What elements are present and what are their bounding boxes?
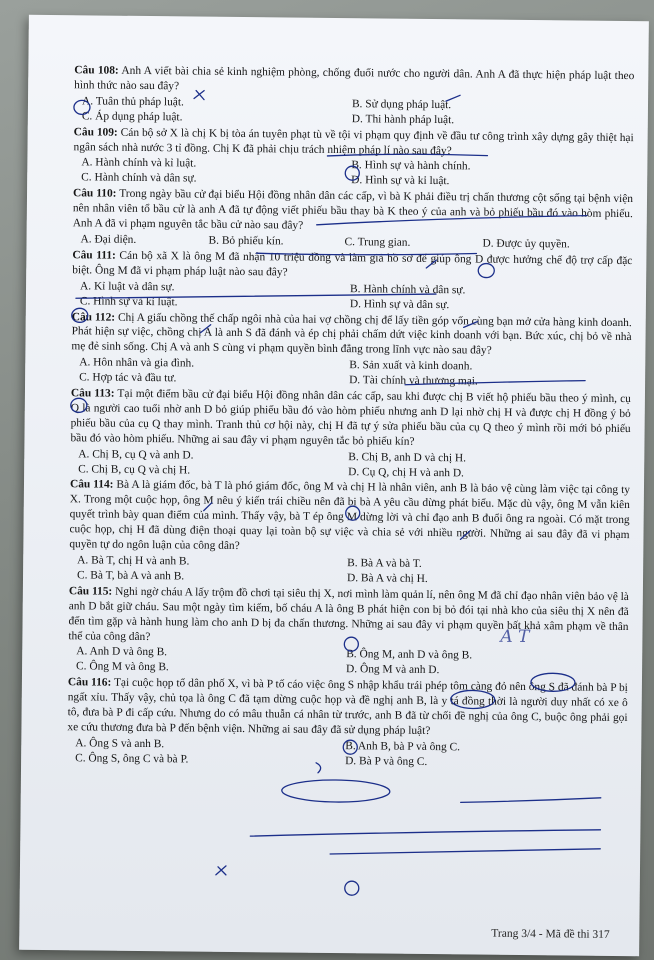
option-b: B. Bỏ phiếu kín. [208, 234, 284, 248]
option-a: A. Hành chính và kỉ luật. [81, 156, 197, 170]
option-d: D. Hình sự và kỉ luật. [351, 174, 450, 188]
option-a: A. Chị B, cụ Q và anh D. [78, 447, 194, 462]
question-stem: Nghi ngờ cháu A lấy trộm đồ chơi tại siêu thị X, nơi mình làm quản lí, nên ông M đã chỉ đạo nhân viên bảo vệ là anh D bắt giữ cháu. Sau một ngày tìm kiếm, bố cháu A là ông B phát hiện con bị bỏ đói tại nhà kho của siêu thị X nên đã đến tìm gặp và hành hung làm cho anh D bị đa chấn thương. Những ai sau đây vi phạm quyền bất khả xâm phạm về thân thể của công dân? [68, 585, 629, 643]
option-a: A. Anh D và ông B. [76, 645, 168, 659]
option-b: B. Ông M, anh D và ông B. [346, 648, 473, 662]
question-stem: Anh A viết bài chia sẻ kinh nghiệm phòng, chống đuối nước cho người dân. Anh A đã thực hiện pháp luật theo hình thức nào sau đây? [74, 64, 635, 93]
question-116 [67, 675, 628, 740]
strike-mark-icon [216, 866, 226, 875]
option-c: C. Áp dụng pháp luật. [81, 110, 183, 124]
question-stem: Chị A giấu chồng thế chấp ngôi nhà của hai vợ chồng chị để lấy tiền góp vốn cùng bạn mở cửa hàng kinh doanh. Phát hiện sự việc, chồng chị A là anh S đã đánh và ép chị phải chấm dứt việc kinh doanh với bạn. Bức xúc, chị bỏ về nhà mẹ đẻ sinh sống. Chị A và anh S cùng vi phạm quyền bình đẳng trong lĩnh vực nào sau đây? [71, 311, 632, 357]
option-a: A. Ông S và anh B. [75, 737, 165, 751]
options-108 [82, 94, 634, 130]
question-number: Câu 113: [70, 387, 115, 400]
question-stem: Trong ngày bầu cử đại biểu Hội đồng nhân dân các cấp, vì bà K phải điều trị chấn thương cột sống tại bệnh viện nên nhân viên tổ bầu cử là anh A đã tự động viết phiếu bầu thay bà K theo ý của anh và bỏ phiếu bầu đó vào hòm phiếu. Anh A đã vi phạm nguyên tắc bầu cử nào sau đây? [72, 187, 634, 232]
option-d: D. Ông M và anh D. [346, 663, 440, 677]
question-number: Câu 115: [68, 585, 113, 598]
underline-mark-icon [330, 846, 600, 857]
question-110 [73, 187, 633, 238]
option-b: B. Chị B, anh D và chị H. [348, 450, 467, 465]
option-a: A. Đại diện. [80, 233, 137, 246]
question-number: Câu 112: [71, 310, 116, 324]
question-114 [69, 478, 630, 558]
question-number: Câu 111: [72, 249, 116, 262]
option-b: B. Bà A và bà T. [347, 557, 422, 570]
options-115 [76, 645, 628, 681]
option-d: D. Tài chính và thương mại. [349, 374, 478, 388]
option-d: D. Bà P và ông C. [345, 754, 428, 768]
option-d: D. Thi hành pháp luật. [351, 112, 455, 126]
option-d: D. Hình sự và dân sự. [349, 297, 450, 311]
option-c: C. Hành chính và dân sự. [81, 171, 197, 185]
options-111 [80, 279, 632, 315]
option-a: A. Hôn nhân và gia đình. [79, 356, 195, 370]
question-stem: Cán bộ sở X là chị K bị tòa án tuyên phạt tù về tội vi phạm quy định về đầu tư công trình xây dựng gây thiệt hại ngân sách nhà nước 3 tỉ đồng. Chị K đã phải chịu trách nhiệm pháp lí nào sau đây? [73, 126, 634, 157]
option-d: D. Cụ Q, chị H và anh D. [348, 465, 464, 479]
question-number: Câu 110: [72, 187, 117, 200]
option-a: A. Kỉ luật và dân sự. [80, 280, 175, 294]
options-112 [79, 356, 631, 392]
question-113 [70, 386, 631, 451]
options-113 [78, 447, 630, 483]
exam-page [19, 15, 649, 956]
question-stem: Tại một điểm bầu cử đại biểu Hội đồng nhân dân các cấp, sau khi được chị B viết hộ phiếu bầu theo ý mình, cụ Q là người cao tuổi nhờ anh D bỏ giúp phiếu bầu đó vào hòm phiếu nhưng anh D lại nhờ chị H và được chị H đồng ý bỏ phiếu bầu của cụ Q thay mình. Tranh thủ cơ hội này, chị H đã tự ý sửa phiếu bầu của cụ Q theo ý mình rồi mới bỏ phiếu bầu đó vào hòm phiếu. Những ai sau đây vi phạm nguyên tắc bỏ phiếu kín? [70, 387, 631, 448]
question-112 [71, 310, 631, 361]
option-c: C. Chị B, cụ Q và chị H. [78, 462, 191, 477]
questions-block [67, 63, 634, 773]
answer-circle-icon [282, 779, 390, 802]
option-b: B. Sản xuất và kinh doanh. [349, 359, 473, 373]
question-109 [73, 125, 633, 161]
option-b: B. Sử dụng pháp luật. [351, 97, 452, 112]
option-c: C. Ông M và ông B. [76, 660, 169, 674]
question-stem: Bà A là giám đốc, bà T là phó giám đốc, ông M và chị H là nhân viên, anh B là bảo vệ cùng làm việc tại công ty X. Trong một cuộc họp, ông M nêu ý kiến trái chiều nên đã bị bà A yêu cầu dừng phát biểu. Mặc dù vậy, ông M vẫn kiên quyết trình bày quan điểm của mình. Thấy vậy, bà T ép ông M dừng lời và chỉ đạo anh B đuổi ông ra ngoài. Có mặt trong cuộc họp, chị H đã dùng điện thoại quay lại toàn bộ sự việc và chia sẻ với nhiều người. Những ai sau đây đã vi phạm quyền tự do ngôn luận của công dân? [69, 479, 631, 553]
options-116 [75, 736, 627, 772]
question-number: Câu 109: [73, 125, 118, 139]
option-c: C. Ông S, ông C và bà P. [75, 752, 189, 766]
underline-mark-icon [461, 796, 601, 803]
question-stem: Tại cuộc họp tổ dân phố X, vì bà P tố cáo việc ông S nhập khẩu trái phép tôm càng đỏ nên ông S đã đánh bà P bị ngất xỉu. Thấy vậy, chủ tọa là ông C đã tạm dừng cuộc họp và đề nghị anh B, là y tá đồng thời là người duy nhất có xe ô tô, đưa bà P đi cấp cứu. Nhưng do có mâu thuẫn cá nhân từ trước, anh B đã từ chối đề nghị của ông C, buộc ông phải gọi xe cứu thương đưa bà P đến bệnh viện. Những ai sau đây đã sử dụng pháp luật? [67, 676, 628, 737]
options-114 [77, 553, 629, 589]
answer-circle-icon [345, 881, 359, 895]
option-c: C. Hợp tác và đầu tư. [79, 371, 177, 385]
option-b: B. Hình sự và hành chính. [351, 159, 471, 173]
question-115 [68, 584, 629, 649]
option-c: C. Trung gian. [344, 236, 411, 249]
option-b: B. Anh B, bà P và ông C. [345, 740, 461, 754]
handwritten-note: A T [500, 626, 530, 648]
question-number: Câu 108: [74, 64, 119, 77]
option-c: C. Hình sự và kỉ luật. [79, 294, 178, 308]
underline-mark-icon [250, 826, 600, 840]
question-number: Câu 114: [69, 478, 114, 492]
question-stem: Cán bộ xã X là ông M đã nhận 10 triệu đồng và làm giả hồ sơ để giúp ông D được hưởng chế độ trợ cấp đặc biệt. Ông M đã vi phạm pháp luật nào sau đây? [72, 249, 633, 279]
option-d: D. Được ủy quyền. [482, 237, 570, 251]
option-c: C. Bà T, bà A và anh B. [76, 569, 185, 583]
question-number: Câu 116: [67, 676, 112, 689]
page-footer: Trang 3/4 - Mã đề thi 317 [491, 927, 610, 941]
option-a: A. Tuân thủ pháp luật. [81, 95, 184, 109]
option-a: A. Bà T, chị H và anh B. [77, 554, 190, 568]
question-108 [74, 63, 634, 99]
options-109 [81, 156, 633, 192]
option-b: B. Hành chính và dân sự. [349, 282, 466, 297]
option-d: D. Bà A và chị H. [346, 572, 428, 585]
question-111 [72, 248, 632, 284]
